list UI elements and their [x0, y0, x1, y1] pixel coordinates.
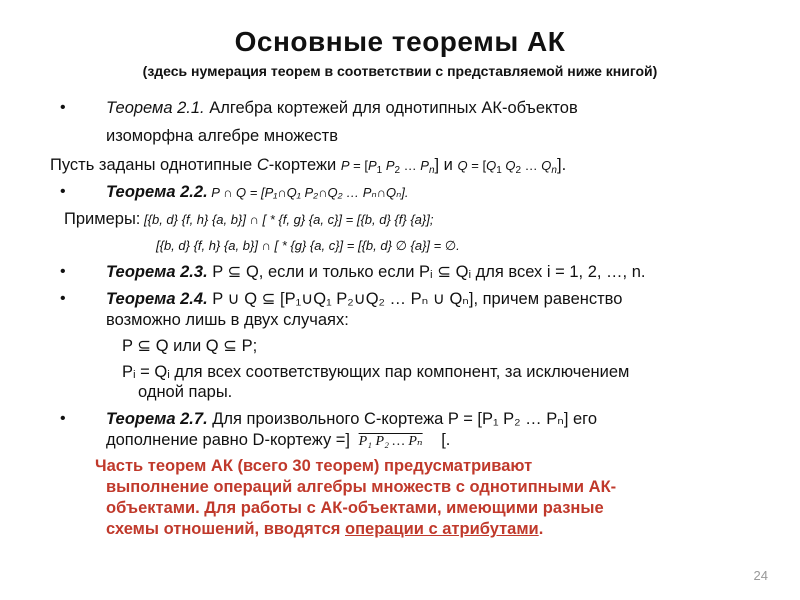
theorem-2-2-label: Теорема 2.2.: [106, 183, 208, 201]
bullet: •: [60, 410, 66, 427]
theorem-2-4-line1: [106, 289, 622, 309]
theorem-2-7-end: [.: [441, 431, 451, 449]
complement-formula: P₁ P₂ … Pₙ: [358, 434, 423, 449]
theorem-2-1-text: Алгебра кортежей для однотипных АК-объектов: [204, 99, 578, 117]
note-line2: выполнение операций алгебры множеств с однотипными АК-: [106, 478, 617, 496]
slide-title: Основные теоремы АК: [234, 26, 566, 57]
given-close: ] и: [434, 156, 458, 174]
given-p2: P: [385, 158, 395, 173]
theorem-2-7-label: Теорема 2.7.: [106, 410, 208, 428]
theorem-2-1-line2: изоморфна алгебре множеств: [106, 127, 338, 145]
theorem-2-7-text: Для произвольного C-кортежа P = [P₁ P₂ … Pₙ] его: [207, 410, 598, 428]
theorem-2-7-line2: [106, 430, 450, 452]
example-1: [{b, d} {f, h} {a, b}] ∩ [ * {f, g} {a, c}] = [{b, d} {f} {a}];: [140, 212, 434, 227]
note-line3: объектами. Для работы с АК-объектами, имеющими разные: [106, 499, 604, 517]
given-qdots: …: [521, 158, 542, 173]
bullet: •: [60, 290, 66, 307]
theorem-2-4-case1: P ⊆ Q или Q ⊆ P;: [122, 337, 258, 355]
slide-subtitle: (здесь нумерация теорем в соответствии с представляемой ниже книгой): [142, 63, 658, 79]
theorem-2-1-line1: [106, 98, 578, 118]
note-line1: Часть теорем АК (всего 30 теорем) предусматривают: [95, 457, 533, 475]
given-p: P: [340, 158, 350, 173]
given-c: C: [256, 156, 269, 174]
note-line4: [106, 519, 543, 539]
theorem-2-4-case2b: одной пары.: [138, 383, 233, 401]
theorem-2-4-label: Теорема 2.4.: [106, 290, 208, 308]
theorem-2-3: [106, 262, 645, 282]
theorem-2-2-formula: P ∩ Q = [P₁∩Q₁ P₂∩Q₂ … Pₙ∩Qₙ].: [207, 185, 409, 200]
given-formula-q: [457, 158, 557, 176]
given-qs2: 2: [515, 165, 522, 176]
examples-line1: [64, 209, 433, 230]
theorem-2-4-case2a: Pᵢ = Qᵢ для всех соответствующих пар компонент, за исключением: [122, 363, 630, 381]
given-text-b: -кортежи: [268, 156, 341, 174]
theorem-2-7-line1: [106, 409, 597, 429]
given-q: Q: [457, 158, 468, 173]
given-qs1: 1: [496, 165, 502, 176]
bullet: •: [60, 183, 66, 200]
given-p1: P: [367, 158, 377, 173]
attribute-operations-link[interactable]: операции с атрибутами: [345, 520, 539, 538]
given-end: ].: [556, 156, 567, 174]
given-eq2: = [: [467, 158, 487, 173]
given-sn: n: [428, 165, 435, 176]
given-dots: …: [400, 158, 421, 173]
theorem-2-2: [106, 182, 409, 203]
given-qsn: n: [551, 165, 557, 176]
given-qn: Q: [541, 158, 552, 173]
given-s1: 1: [376, 165, 383, 176]
page-number: 24: [753, 568, 768, 583]
theorem-2-3-text: P ⊆ Q, если и только если Pᵢ ⊆ Qᵢ для всех i = 1, 2, …, n.: [207, 263, 646, 281]
given-pn: P: [420, 158, 429, 173]
theorem-2-1-label: Теорема 2.1.: [106, 99, 205, 117]
theorem-2-4-line2: возможно лишь в двух случаях:: [106, 311, 349, 329]
theorem-2-7-text2: дополнение равно D-кортежу =]: [106, 431, 350, 449]
given-text-a: Пусть заданы однотипные: [50, 156, 257, 174]
bullet: •: [60, 263, 66, 280]
bullet: •: [60, 99, 66, 116]
given-eq1: = [: [349, 158, 368, 173]
given-q2: Q: [505, 158, 516, 173]
given-formula: [340, 158, 435, 176]
given-statement: [50, 155, 566, 176]
theorem-2-3-label: Теорема 2.3.: [106, 263, 208, 281]
note-line4-end: .: [538, 520, 544, 538]
note-line4-text: схемы отношений, вводятся: [106, 520, 345, 538]
examples-label: Примеры:: [64, 210, 141, 228]
theorem-2-4-text: P ∪ Q ⊆ [P₁∪Q₁ P₂∪Q₂ … Pₙ ∪ Qₙ], причем равенство: [207, 290, 623, 308]
example-2: [{b, d} {f, h} {a, b}] ∩ [ * {g} {a, c}] = [{b, d} ∅ {a}] = ∅.: [156, 238, 460, 253]
given-s2: 2: [394, 165, 401, 176]
given-q1: Q: [486, 158, 497, 173]
